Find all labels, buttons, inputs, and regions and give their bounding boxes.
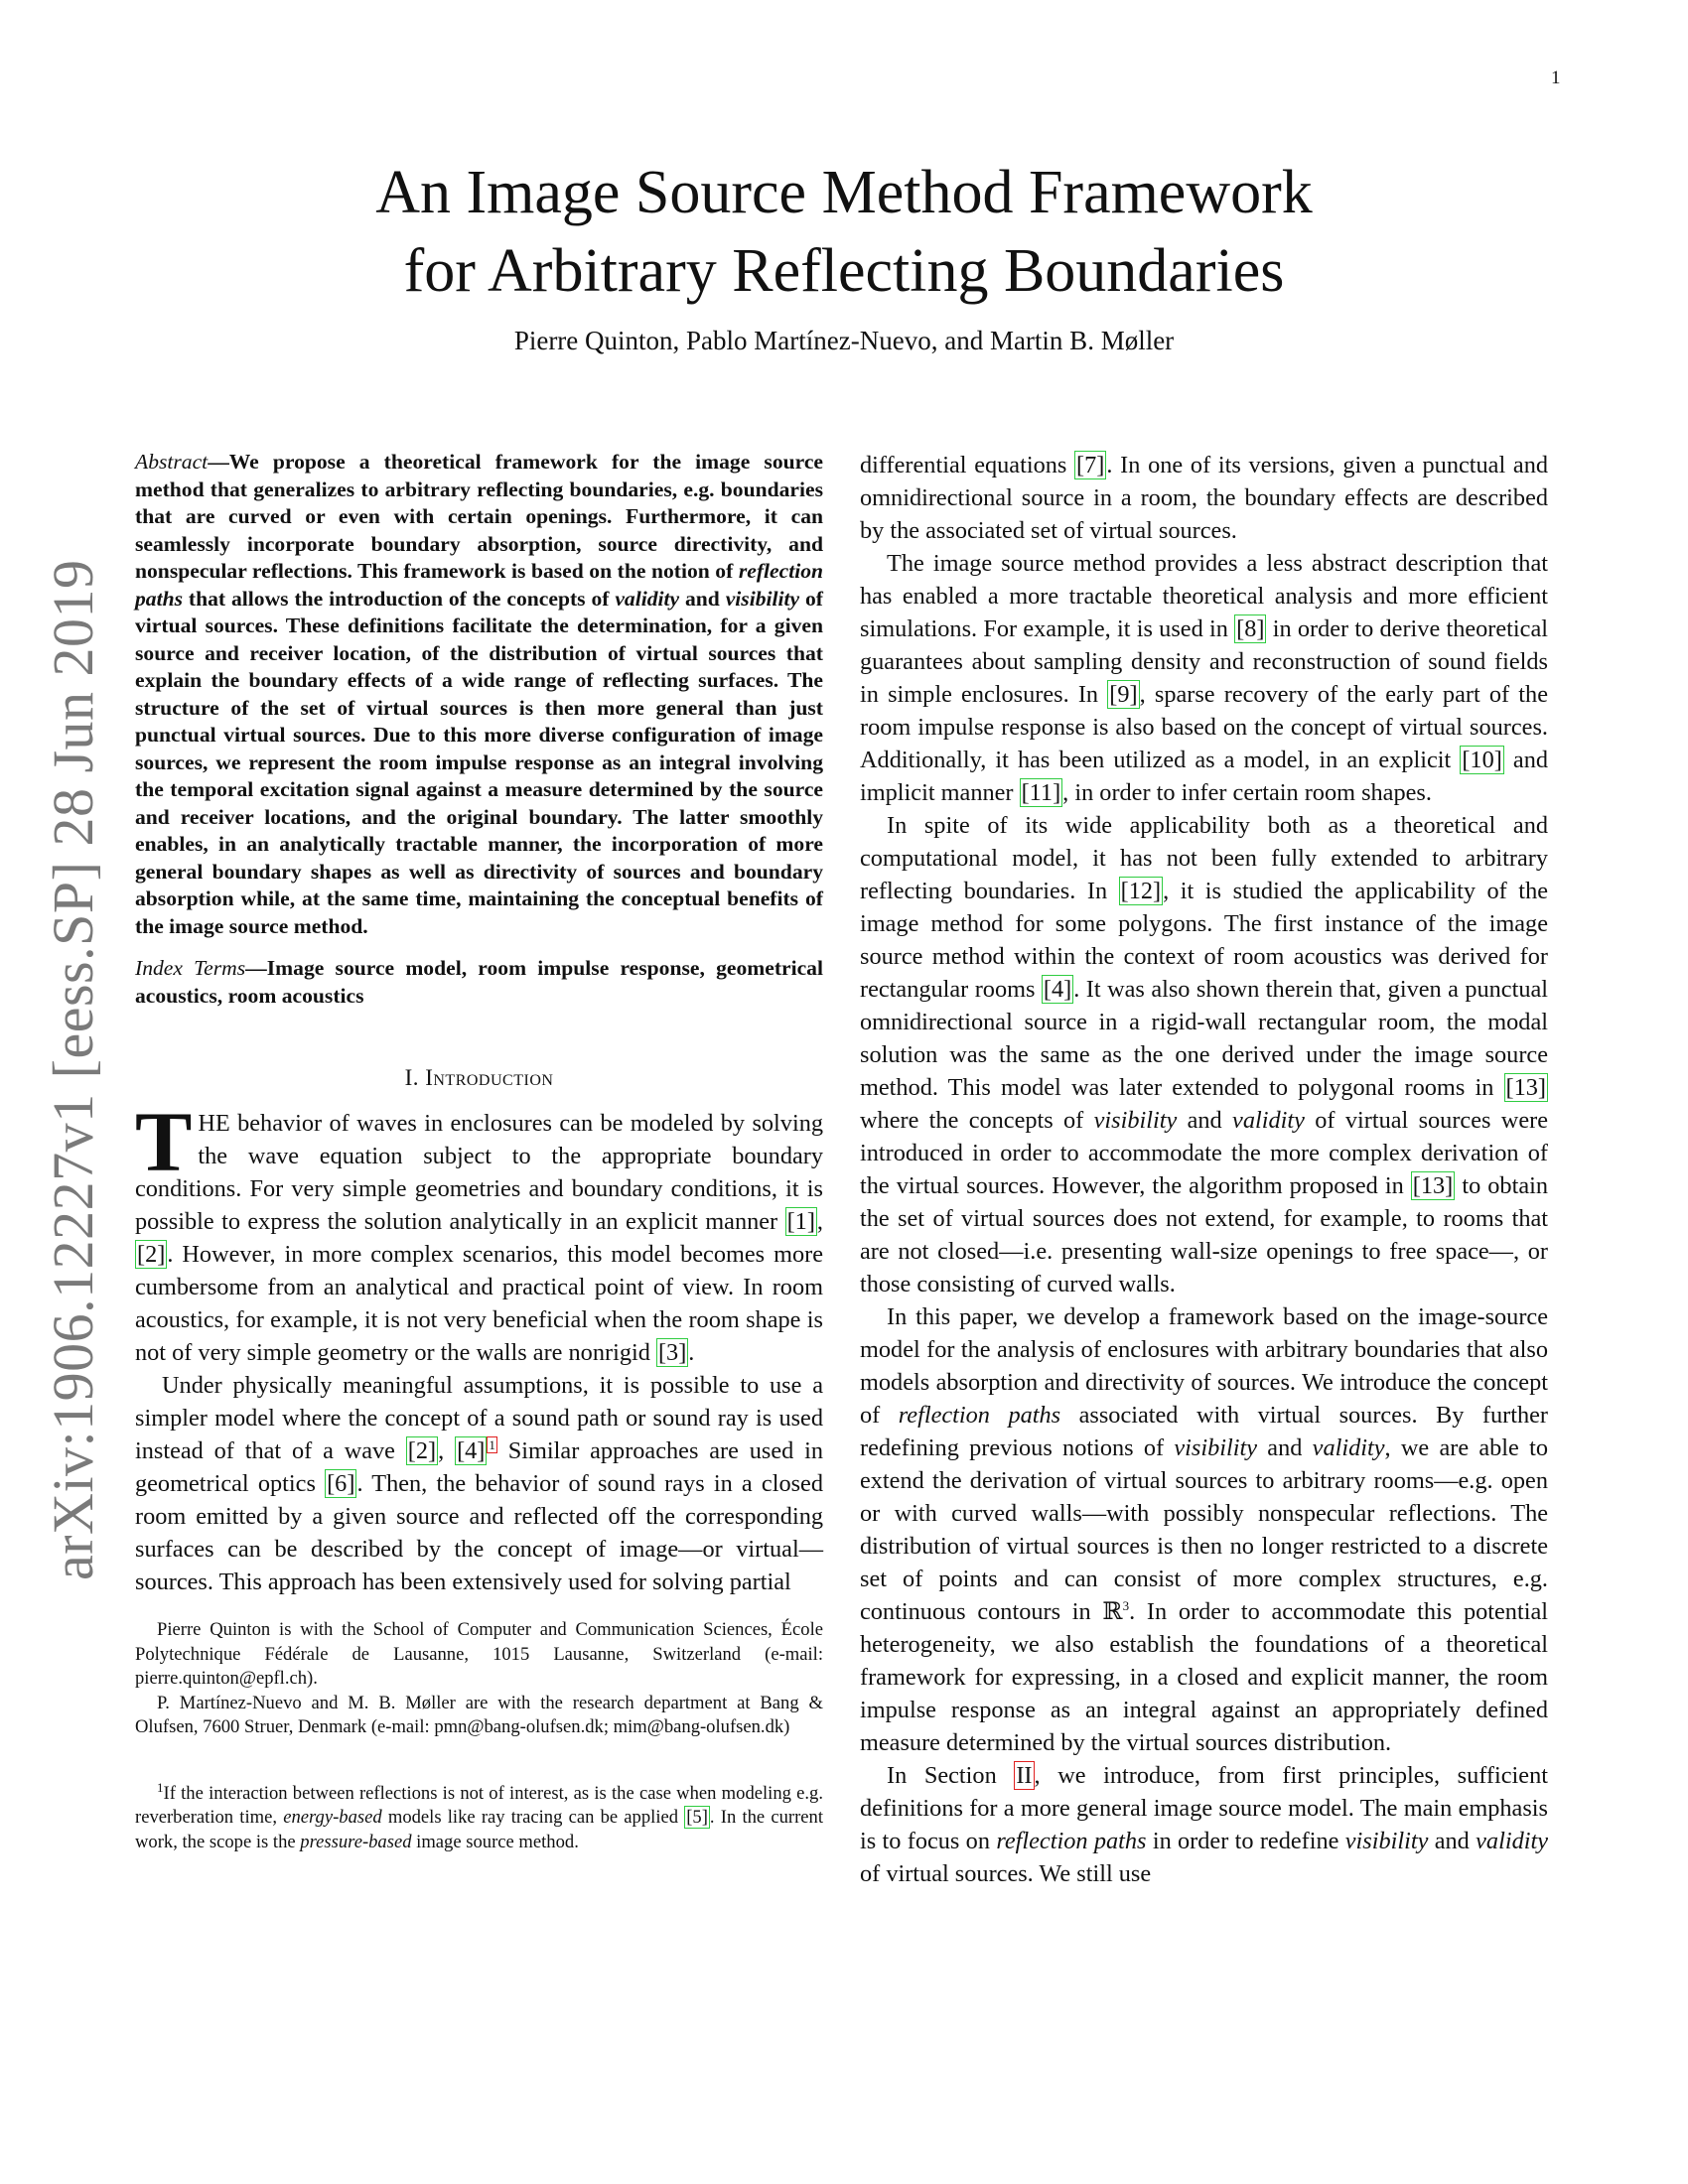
paragraph-text: , we introduce, from first principles, sufficient definitions for a more general image source model. The main emphasis is to focus on bbox=[860, 1762, 1548, 1854]
footnote-text: image source method. bbox=[411, 1831, 579, 1852]
paragraph-text: In Section bbox=[887, 1762, 1015, 1789]
citation-link[interactable]: [6] bbox=[327, 1470, 355, 1497]
paragraph-text: , we are able to extend the derivation of virtual sources to arbitrary rooms—e.g. open or with curved walls—with possibly nonspecular reflections. The distribution of virtual sources is then no longer restricted to a discrete set of points and can consist of more complex structures, e.g. continuous contours in bbox=[860, 1434, 1549, 1625]
paragraph-text: . In one of its versions, given a punctual and omnidirectional source in a room, the boundary effects are described by the associated set of virtual sources. bbox=[860, 452, 1548, 544]
intro-paragraph bbox=[135, 1094, 823, 1369]
citation-link[interactable]: [13] bbox=[1505, 1074, 1546, 1101]
index-terms-text: —Image source model, room impulse response, geometrical acoustics, room acoustics bbox=[135, 956, 823, 1008]
paragraph-text: in order to redefine bbox=[1146, 1828, 1345, 1854]
paragraph-text: Similar approaches are used in geometrical optics bbox=[135, 1437, 823, 1497]
authors: Pierre Quinton, Pablo Martínez-Nuevo, and Martin B. Møller bbox=[513, 326, 1175, 355]
citation-link[interactable]: [12] bbox=[1120, 878, 1162, 904]
paragraph-text: of virtual sources. We still use bbox=[860, 1860, 1152, 1887]
citation-link[interactable]: [5] bbox=[686, 1807, 708, 1828]
emphasis: visibility bbox=[1174, 1434, 1258, 1461]
footnote-link[interactable]: 1 bbox=[489, 1436, 495, 1452]
page-number: 1 bbox=[1551, 68, 1561, 88]
emphasis: visibility bbox=[1344, 1828, 1429, 1854]
paragraph-text: , bbox=[816, 1208, 823, 1235]
paragraph-text: . bbox=[688, 1339, 695, 1366]
citation-link[interactable]: [3] bbox=[657, 1339, 687, 1366]
paragraph-text: , it is studied the applicability of the image method for some polygons. The first instance of the image source method within the context of room acoustics was derived for rectangular rooms bbox=[860, 878, 1548, 1003]
footnote-mark: 1 bbox=[157, 1779, 164, 1795]
paragraph-text: . In order to accommodate this potential heterogeneity, we also establish the foundations of a theoretical framework for expressing, in a closed and explicit manner, the room impulse response as an integral against an appropriately defined measure determined by the virtual sources distribution. bbox=[860, 1598, 1548, 1756]
paragraph-text: and bbox=[1257, 1434, 1313, 1461]
drop-cap: T bbox=[135, 1094, 193, 1189]
abstract-text: that allows the introduction of the concepts of bbox=[183, 586, 616, 611]
footnote-emphasis: pressure-based bbox=[300, 1831, 412, 1852]
citation-link[interactable]: [10] bbox=[1462, 747, 1502, 773]
intro-paragraph bbox=[135, 1369, 823, 1598]
abstract-emphasis: validity bbox=[615, 586, 680, 611]
math-symbol: ℝ bbox=[1102, 1598, 1123, 1625]
citation-link[interactable]: [11] bbox=[1021, 779, 1061, 806]
footnote-text: If the interaction between reflections is not of interest, as is the case when modeling e.g. reverberation time, bbox=[135, 1782, 823, 1828]
body-paragraph bbox=[860, 809, 1548, 1300]
paragraph-text: Under physically meaningful assumptions, it is possible to use a simpler model where the concept of a sound path or sound ray is used instead of that of a wave bbox=[135, 1372, 823, 1464]
paragraph-text: HE behavior of waves in enclosures can be modeled by solving the wave equation subject to the appropriate boundary conditions. For very simple geometries and boundary conditions, it is possible to express the solution analytically in an explicit manner bbox=[135, 1110, 823, 1235]
body-paragraph bbox=[860, 449, 1548, 547]
abstract-emphasis: reflection paths bbox=[135, 559, 823, 611]
emphasis: validity bbox=[1232, 1107, 1305, 1134]
citation-link[interactable]: [9] bbox=[1109, 681, 1138, 708]
paragraph-text: to obtain the set of virtual sources does not extend, for example, to rooms that are not closed—i.e. presenting wall-size openings to free space—, or those consisting of curved walls. bbox=[860, 1172, 1549, 1297]
emphasis: validity bbox=[1312, 1434, 1385, 1461]
abstract-text: and bbox=[679, 586, 726, 611]
abstract-emphasis: visibility bbox=[725, 586, 800, 611]
paragraph-text: where the concepts of bbox=[860, 1107, 1094, 1134]
title-line-2: for Arbitrary Reflecting Boundaries bbox=[403, 237, 1285, 305]
citation-link[interactable]: [13] bbox=[1412, 1172, 1454, 1199]
paragraph-text: in order to derive theoretical guarantees about sampling density and reconstruction of sound fields in simple enclosures. In bbox=[860, 615, 1548, 708]
math-superscript: 3 bbox=[1122, 1597, 1130, 1613]
citation-link[interactable]: [2] bbox=[407, 1437, 437, 1464]
citation-link[interactable]: [7] bbox=[1076, 452, 1105, 478]
paragraph-text: differential equations bbox=[860, 452, 1075, 478]
index-terms-label: Index Terms bbox=[135, 956, 246, 980]
title-line-1: An Image Source Method Framework bbox=[375, 159, 1313, 226]
footnote-emphasis: energy-based bbox=[283, 1807, 382, 1828]
emphasis: validity bbox=[1476, 1828, 1549, 1854]
index-terms bbox=[135, 955, 823, 1010]
paragraph-text: . Then, the behavior of sound rays in a closed room emitted by a given source and reflected off the corresponding surfaces can be described by the concept of image—or virtual—sources. This approach has been extensively used for solving partial bbox=[135, 1470, 823, 1595]
paragraph-text: of virtual sources were introduced in order to accommodate the more complex derivation of the virtual sources. However, the algorithm proposed in bbox=[860, 1107, 1548, 1199]
paragraph-text: In this paper, we develop a framework based on the image-source model for the analysis of enclosures with arbitrary boundaries that also models absorption and directivity of sources. We introduce the concept of bbox=[860, 1303, 1548, 1429]
abstract bbox=[135, 449, 823, 940]
citation-link[interactable]: [2] bbox=[137, 1241, 166, 1268]
left-column bbox=[135, 449, 823, 1873]
paragraph-text: associated with virtual sources. By further redefining previous notions of bbox=[860, 1402, 1548, 1461]
abstract-text: of virtual sources. These definitions facilitate the determination, for a given source and receiver location, of the distribution of virtual sources that explain the boundary effects of a wide range of reflecting surfaces. The structure of the set of virtual sources is then more general than just punctual virtual sources. Due to this more diverse configuration of image sources, we represent the room impulse response as an integral involving the temporal excitation signal against a measure determined by the source and receiver locations, and the original boundary. The latter smoothly enables, in an analytically tractable manner, the incorporation of more general boundary shapes as well as directivity of sources and boundary absorption while, at the same time, maintaining the conceptual benefits of the image source method. bbox=[135, 586, 823, 938]
affiliations bbox=[135, 1618, 823, 1740]
body-paragraph bbox=[860, 1300, 1548, 1759]
body-paragraph bbox=[860, 1759, 1548, 1890]
citation-link[interactable]: [4] bbox=[1043, 976, 1072, 1003]
paragraph-text: In spite of its wide applicability both as a theoretical and computational model, it has not been fully extended to arbitrary reflecting boundaries. In bbox=[860, 812, 1548, 904]
paragraph-text: , in order to infer certain room shapes. bbox=[1062, 779, 1432, 806]
paragraph-text: and bbox=[1177, 1107, 1233, 1134]
paragraph-text: , sparse recovery of the early part of the room impulse response is also based on the concept of virtual sources. Additionally, it has been utilized as a model, in an explicit bbox=[860, 681, 1548, 773]
paragraph-text: . However, in more complex scenarios, this model becomes more cumbersome from an analytical and practical point of view. In room acoustics, for example, it is not very beneficial when the room shape is not of very simple geometry or the walls are nonrigid bbox=[135, 1241, 823, 1366]
paper-title bbox=[258, 154, 1430, 311]
emphasis: reflection paths bbox=[898, 1402, 1061, 1429]
emphasis: reflection paths bbox=[996, 1828, 1147, 1854]
arxiv-stamp: arXiv:1906.12227v1 [eess.SP] 28 Jun 2019 bbox=[41, 559, 105, 1580]
body-paragraph bbox=[860, 547, 1548, 809]
citation-link[interactable]: [8] bbox=[1236, 615, 1265, 642]
right-column bbox=[860, 449, 1548, 1890]
abstract-label: Abstract bbox=[135, 450, 209, 474]
affiliation: Pierre Quinton is with the School of Computer and Communication Sciences, École Polytechnique Fédérale de Lausanne, 1015 Lausanne, Switzerland (e-mail: pierre.quinton@epfl.ch). bbox=[135, 1619, 823, 1689]
paragraph-text: The image source method provides a less abstract description that has enabled a more tractable theoretical analysis and more efficient simulations. For example, it is used in bbox=[860, 550, 1548, 642]
footnote-text: . In the current work, the scope is the bbox=[135, 1807, 823, 1852]
citation-link[interactable]: [4] bbox=[457, 1437, 486, 1464]
section-heading: I. Introduction bbox=[404, 1065, 554, 1090]
affiliation: P. Martínez-Nuevo and M. B. Møller are with the research department at Bang & Olufsen, 7600 Struer, Denmark (e-mail: pmn@bang-olufsen.dk; mim@bang-olufsen.dk) bbox=[135, 1692, 823, 1737]
paragraph-text: . It was also shown therein that, given a punctual omnidirectional source in a rigid-wall rectangular room, the modal solution was the same as the one derived under the image source method. This model was later extended to polygonal rooms in bbox=[860, 976, 1549, 1101]
footnote bbox=[135, 1779, 823, 1855]
section-link[interactable]: II bbox=[1016, 1762, 1033, 1789]
abstract-text: —We propose a theoretical framework for the image source method that generalizes to arbitrary reflecting boundaries, e.g. boundaries that are curved or even with certain openings. Furthermore, it can seamlessly incorporate boundary absorption, source directivity, and nonspecular reflections. This framework is based on the notion of bbox=[135, 450, 823, 583]
paragraph-text: and implicit manner bbox=[860, 747, 1548, 806]
paragraph-text: and bbox=[1428, 1828, 1477, 1854]
citation-link[interactable]: [1] bbox=[786, 1208, 815, 1235]
paragraph-text: , bbox=[438, 1437, 456, 1464]
emphasis: visibility bbox=[1093, 1107, 1178, 1134]
footnote-text: models like ray tracing can be applied bbox=[381, 1807, 685, 1828]
